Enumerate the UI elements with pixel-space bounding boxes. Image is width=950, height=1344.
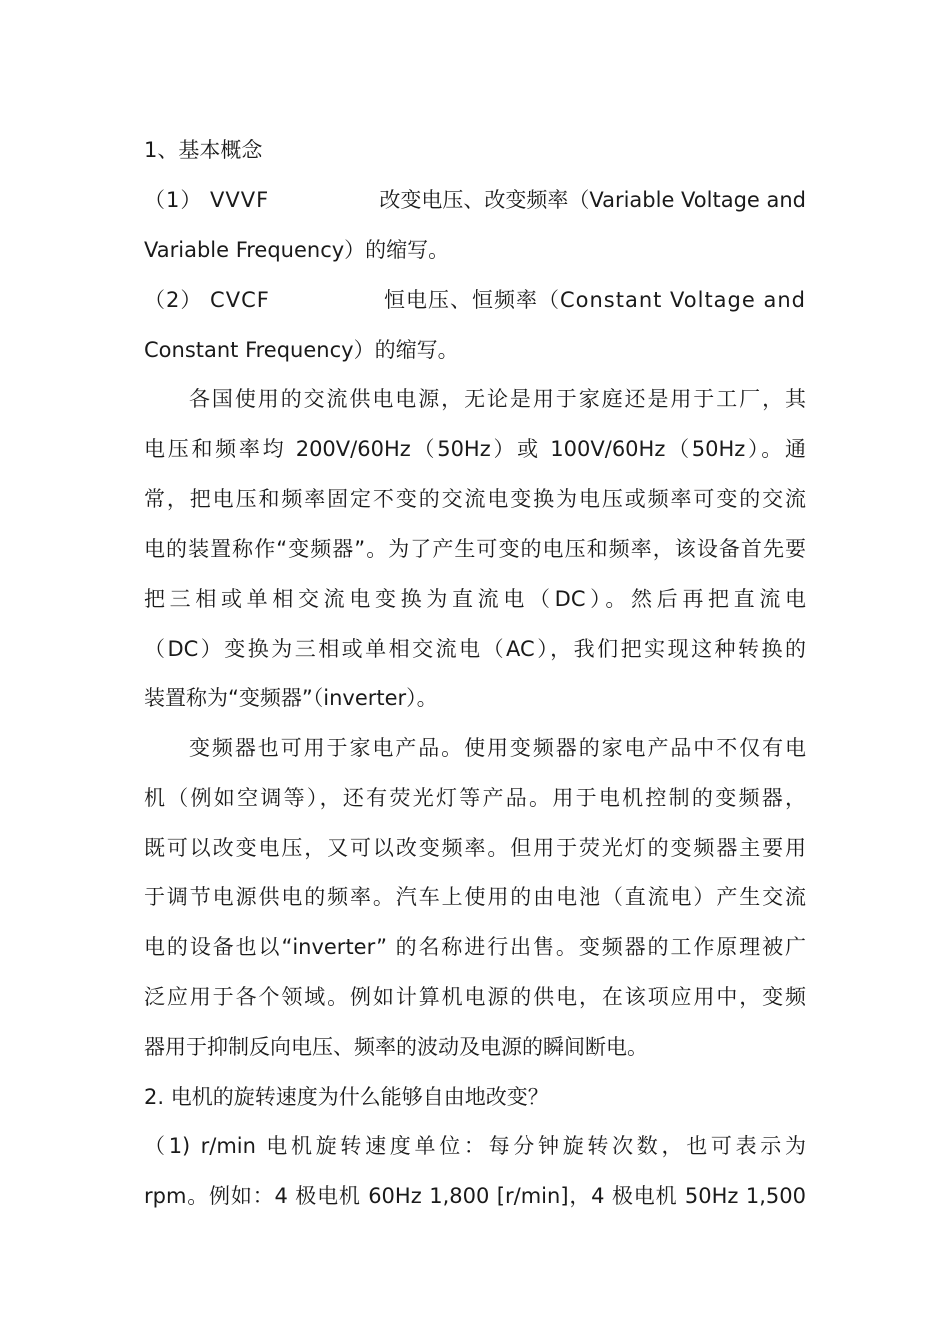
paragraph-line: 各国使用的交流供电电源，无论是用于家庭还是用于工厂，其 <box>189 387 806 411</box>
paragraph-line: 电的装置称作“变频器”。为了产生可变的电压和频率，该设备首先要 <box>144 537 806 561</box>
paragraph-line: （DC）变换为三相或单相交流电（AC），我们把实现这种转换的 <box>144 637 806 661</box>
paragraph-line: （1) r/min 电机旋转速度单位：每分钟旋转次数，也可表示为 <box>144 1134 806 1158</box>
item-2-line-2: Constant Frequency）的缩写。 <box>144 338 459 362</box>
item-1-label: （1） VVVF <box>144 188 270 212</box>
paragraph-line: 机（例如空调等），还有荧光灯等产品。用于电机控制的变频器， <box>144 786 806 810</box>
item-2-desc: 恒电压、恒频率（Constant Voltage and <box>383 288 806 312</box>
item-1-line-1 <box>144 185 806 215</box>
paragraph-line: rpm。例如：4 极电机 60Hz 1,800 [r/min]，4 极电机 50Hz 1,500 <box>144 1184 806 1208</box>
paragraph-line: 装置称为“变频器”（inverter）。 <box>144 686 438 710</box>
paragraph-line: 器用于抑制反向电压、频率的波动及电源的瞬间断电。 <box>144 1035 648 1059</box>
item-1-desc: 改变电压、改变频率（Variable Voltage and <box>379 188 806 212</box>
paragraph-line: 既可以改变电压，又可以改变频率。但用于荧光灯的变频器主要用 <box>144 836 806 860</box>
item-1-line-2: Variable Frequency）的缩写。 <box>144 238 450 262</box>
paragraph-line: 电压和频率均 200V/60Hz（50Hz）或 100V/60Hz（50Hz）。通 <box>144 437 806 461</box>
paragraph-line: 泛应用于各个领域。例如计算机电源的供电，在该项应用中，变频 <box>144 985 806 1009</box>
paragraph-line: 变频器也可用于家电产品。使用变频器的家电产品中不仅有电 <box>189 736 806 760</box>
item-2-line-1 <box>144 285 806 315</box>
section-heading-motor-speed: 2. 电机的旋转速度为什么能够自由地改变？ <box>144 1085 549 1109</box>
paragraph-line: 于调节电源供电的频率。汽车上使用的由电池（直流电）产生交流 <box>144 885 806 909</box>
item-2-label: （2） CVCF <box>144 288 270 312</box>
paragraph-line: 常，把电压和频率固定不变的交流电变换为电压或频率可变的交流 <box>144 487 806 511</box>
paragraph-line: 电的设备也以“inverter” 的名称进行出售。变频器的工作原理被广 <box>144 935 806 959</box>
paragraph-line: 把三相或单相交流电变换为直流电（DC）。然后再把直流电 <box>144 587 806 611</box>
section-heading-basic-concepts: 1、基本概念 <box>144 138 263 162</box>
